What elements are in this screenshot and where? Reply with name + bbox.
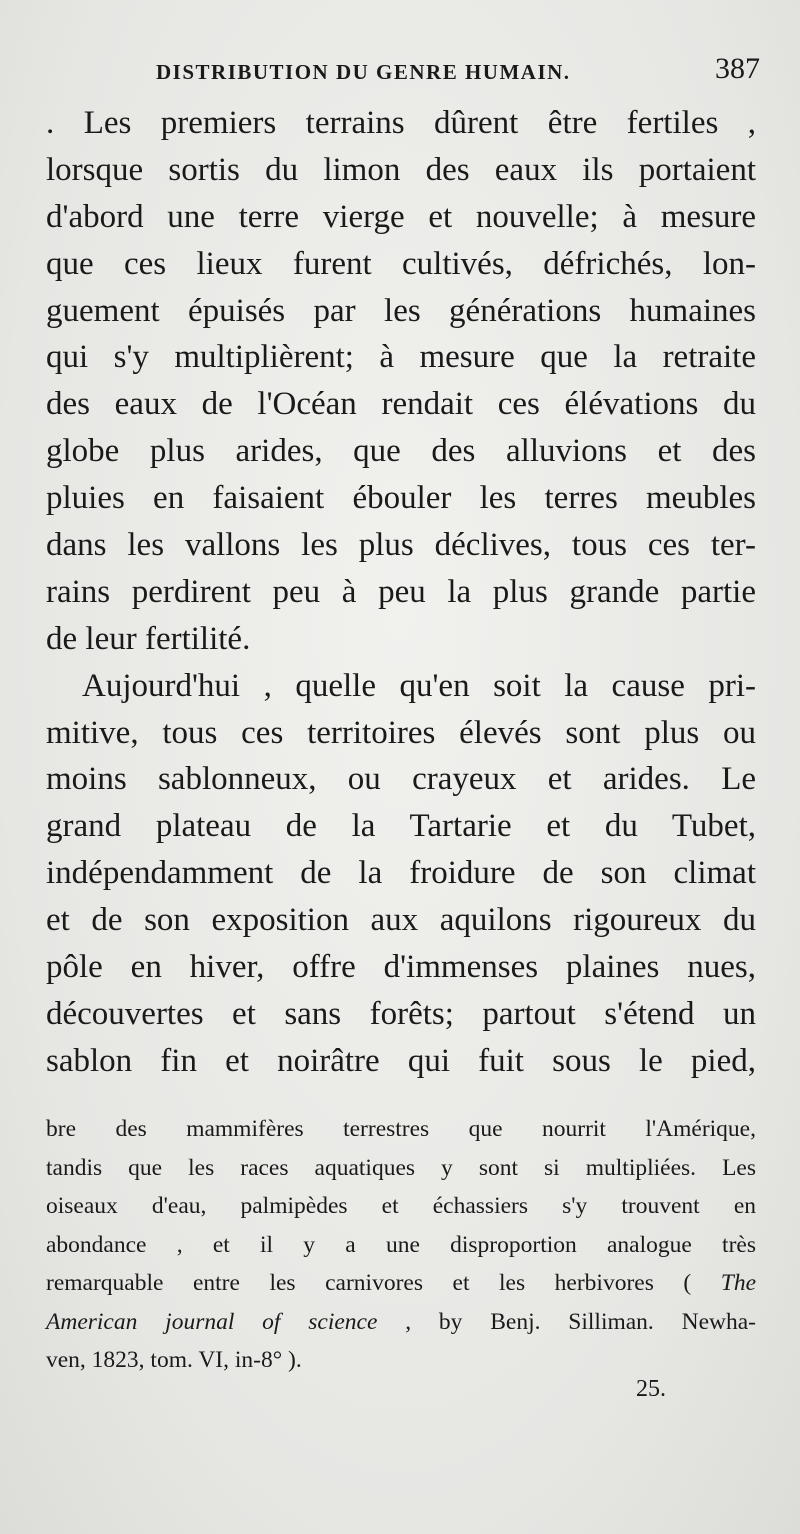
- footnote-text: remarquable entre les carnivores et les herbivores (: [46, 1270, 692, 1296]
- body-line: que ces lieux furent cultivés, défrichés, lon-: [46, 245, 756, 282]
- footnote-line: [46, 1264, 756, 1303]
- body-line: . Les premiers terrains dûrent être fertiles ,: [46, 105, 756, 141]
- body-line: rains perdirent peu à peu la plus grande partie: [46, 573, 756, 610]
- body-text: [46, 100, 756, 1085]
- body-line: sablon fin et noirâtre qui fuit sous le pied,: [46, 1042, 756, 1079]
- footnote-line: [46, 1303, 756, 1342]
- running-head: [156, 52, 764, 92]
- footnote-line: ven, 1823, tom. VI, in-8° ).: [46, 1347, 302, 1373]
- body-line: des eaux de l'Océan rendait ces élévations du: [46, 386, 756, 423]
- footnote-line: oiseaux d'eau, palmipèdes et échassiers s'y trouvent en: [46, 1193, 756, 1219]
- footnote-line: bre des mammifères terrestres que nourrit l'Amérique,: [46, 1116, 756, 1142]
- body-line: d'abord une terre vierge et nouvelle; à mesure: [46, 198, 756, 235]
- body-line: qui s'y multiplièrent; à mesure que la retraite: [46, 339, 756, 376]
- body-line: guement épuisés par les générations humaines: [46, 292, 756, 329]
- running-title: DISTRIBUTION DU GENRE HUMAIN.: [156, 60, 571, 84]
- signature-mark: 25.: [636, 1376, 666, 1402]
- body-line: globe plus arides, que des alluvions et des: [46, 433, 756, 470]
- body-line: et de son exposition aux aquilons rigoureux du: [46, 902, 756, 939]
- body-line: découvertes et sans forêts; partout s'étend un: [46, 995, 756, 1032]
- body-line: pôle en hiver, offre d'immenses plaines nues,: [46, 949, 756, 986]
- journal-title: American journal of science: [46, 1308, 378, 1335]
- footnote-line: abondance , et il y a une disproportion analogue très: [46, 1231, 756, 1258]
- footnote: [46, 1110, 756, 1380]
- body-line: pluies en faisaient ébouler les terres meubles: [46, 480, 756, 517]
- body-line: indépendamment de la froidure de son climat: [46, 855, 756, 892]
- body-line: grand plateau de la Tartarie et du Tubet,: [46, 808, 756, 845]
- footnote-text: , by Benj. Silliman. Newha-: [405, 1308, 756, 1335]
- body-line: mitive, tous ces territoires élevés sont plus ou: [46, 714, 756, 751]
- footnote-italic: The: [720, 1270, 757, 1296]
- body-line: dans les vallons les plus déclives, tous ces ter-: [46, 527, 756, 564]
- body-line: de leur fertilité.: [46, 620, 251, 657]
- footnote-line: tandis que les races aquatiques y sont si multipliées. Les: [46, 1154, 756, 1181]
- body-line: moins sablonneux, ou crayeux et arides. Le: [46, 761, 756, 798]
- body-line: Aujourd'hui , quelle qu'en soit la cause pri-: [82, 667, 756, 704]
- page-number: 387: [715, 52, 760, 85]
- body-line: lorsque sortis du limon des eaux ils portaient: [46, 151, 756, 188]
